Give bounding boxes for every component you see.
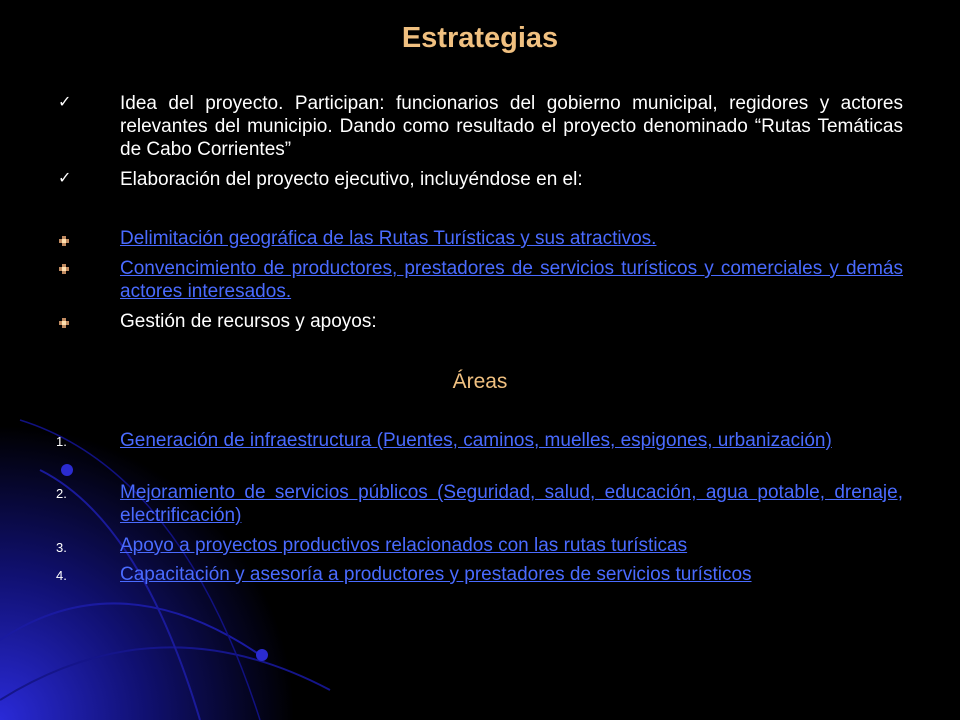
list-number: 3. [56,540,67,555]
check-item [120,92,903,161]
checkmark-icon: ✓ [58,94,72,111]
bullet-item[interactable] [120,257,903,303]
check-item-text: Elaboración del proyecto ejecutivo, incluyéndose en el: [120,169,583,190]
bullet-item [120,310,903,333]
decor-dot [61,464,73,476]
flower-bullet-icon [59,318,69,328]
checkmark-icon: ✓ [58,170,72,187]
bullet-link-text[interactable]: Delimitación geográfica de las Rutas Turísticas y sus atractivos. [120,228,657,249]
area-link-text[interactable]: Generación de infraestructura (Puentes, caminos, muelles, espigones, urbanización) [120,430,832,451]
area-link-text[interactable]: Apoyo a proyectos productivos relacionados con las rutas turísticas [120,535,688,556]
area-item[interactable] [120,534,903,557]
bullet-link-text[interactable]: Convencimiento de productores, prestadores de servicios turísticos y comerciales y demás actores interesados. [120,258,903,302]
list-number: 1. [56,434,67,449]
areas-title: Áreas [452,370,508,393]
list-number: 2. [56,486,67,501]
list-number: 4. [56,568,67,583]
area-link-text[interactable]: Mejoramiento de servicios públicos (Seguridad, salud, educación, agua potable, drenaje, electrificación) [120,482,903,526]
area-link-text[interactable]: Capacitación y asesoría a productores y prestadores de servicios turísticos [120,564,752,585]
area-item[interactable] [120,481,903,527]
bullet-item-text: Gestión de recursos y apoyos: [120,311,377,332]
page-title: Estrategias [401,22,559,54]
area-item[interactable] [120,563,903,586]
flower-bullet-icon [59,264,69,274]
bullet-item[interactable] [120,227,903,250]
area-item[interactable] [120,429,903,452]
decor-dot [256,649,268,661]
check-item [120,168,903,191]
flower-bullet-icon [59,236,69,246]
check-item-text: Idea del proyecto. Participan: funcionarios del gobierno municipal, regidores y actores relevantes del municipio. Dando como resultado el proyecto denominado “Rutas Temáticas de Cabo Corrientes” [120,93,903,160]
